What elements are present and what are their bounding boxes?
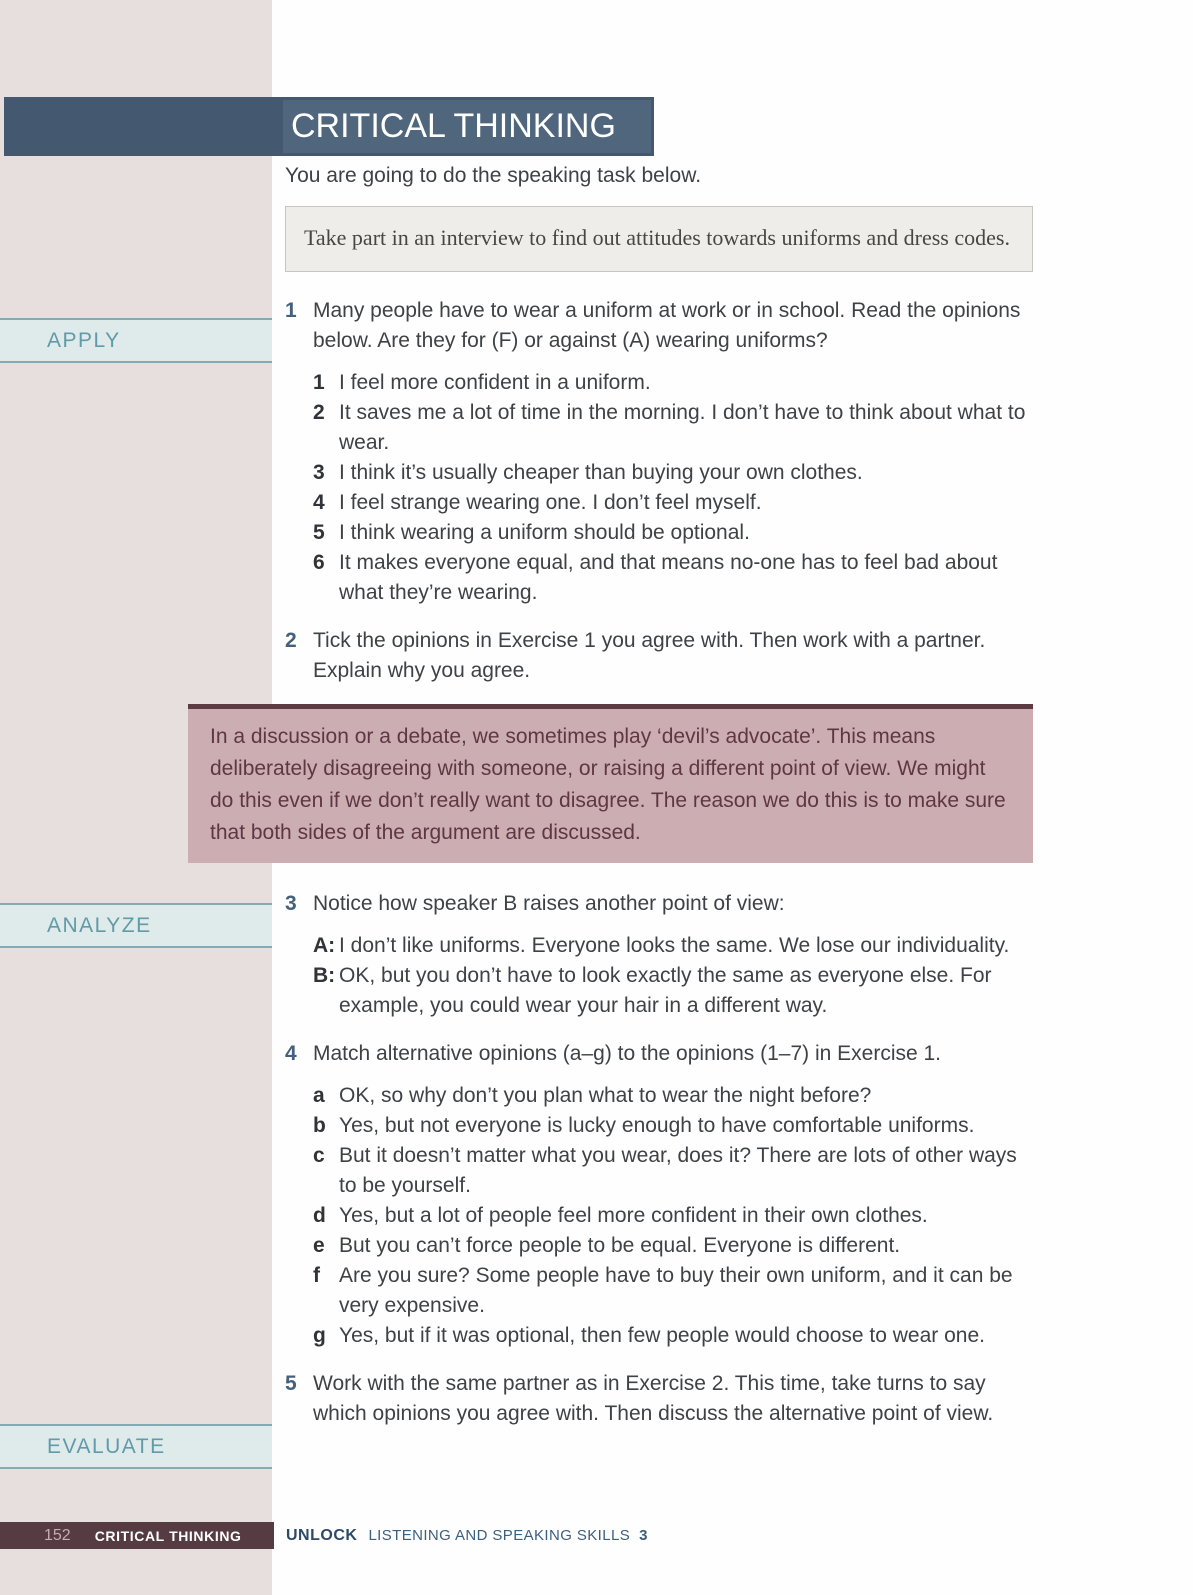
exercise-number: 1 bbox=[285, 299, 297, 322]
speaking-task-box bbox=[285, 206, 1033, 272]
item-text: I think it’s usually cheaper than buying your own clothes. bbox=[339, 461, 863, 484]
item-number: 4 bbox=[313, 491, 325, 514]
exercise-1 bbox=[285, 296, 1035, 608]
item-text: It makes everyone equal, and that means no-one has to feel bad about what they’re wearing. bbox=[339, 551, 998, 604]
list-item bbox=[313, 548, 1035, 608]
devils-advocate-tip-box bbox=[188, 704, 1033, 863]
list-item bbox=[313, 1231, 1035, 1261]
item-text: OK, so why don’t you plan what to wear the night before? bbox=[339, 1084, 872, 1107]
intro-text: You are going to do the speaking task below. bbox=[285, 164, 702, 187]
series-title: LISTENING AND SPEAKING SKILLS bbox=[368, 1527, 631, 1544]
stage-label-evaluate bbox=[0, 1424, 272, 1469]
exercise-body bbox=[313, 889, 1035, 1021]
item-letter: a bbox=[313, 1084, 325, 1107]
footer-branding bbox=[286, 1522, 647, 1549]
exercise-number: 3 bbox=[285, 892, 297, 915]
item-letter: b bbox=[313, 1114, 326, 1137]
item-letter: f bbox=[313, 1264, 320, 1287]
exercise-5 bbox=[285, 1369, 1035, 1429]
item-text: I think wearing a uniform should be optional. bbox=[339, 521, 750, 544]
item-letter: c bbox=[313, 1144, 325, 1167]
speaker-label: A: bbox=[313, 934, 336, 957]
exercise-body bbox=[313, 296, 1035, 608]
speaker-label: B: bbox=[313, 964, 336, 987]
list-item bbox=[313, 368, 1035, 398]
main-content bbox=[210, 163, 1035, 1447]
list-item bbox=[313, 458, 1035, 488]
section-title-box bbox=[283, 100, 651, 153]
exercise-4 bbox=[285, 1039, 1035, 1351]
page-title: CRITICAL THINKING bbox=[291, 107, 616, 145]
footer-section-bar bbox=[0, 1522, 274, 1549]
stage-label-apply bbox=[0, 318, 272, 363]
stage-label-analyze bbox=[0, 903, 272, 948]
list-item bbox=[313, 1111, 1035, 1141]
speaking-task-text: Take part in an interview to find out attitudes towards uniforms and dress codes. bbox=[304, 225, 1010, 250]
item-number: 1 bbox=[313, 371, 325, 394]
item-text: Yes, but not everyone is lucky enough to have comfortable uniforms. bbox=[339, 1114, 975, 1137]
item-letter: e bbox=[313, 1234, 325, 1257]
item-text: Yes, but if it was optional, then few people would choose to wear one. bbox=[339, 1324, 985, 1347]
dialogue-line bbox=[313, 961, 1035, 1021]
item-text: It saves me a lot of time in the morning. I don’t have to think about what to wear. bbox=[339, 401, 1026, 454]
item-text: But it doesn’t matter what you wear, does it? There are lots of other ways to be yourself. bbox=[339, 1144, 1017, 1197]
list-item bbox=[313, 488, 1035, 518]
item-number: 5 bbox=[313, 521, 325, 544]
unlock-logo: UNLOCK bbox=[286, 1526, 358, 1544]
exercise-body bbox=[313, 1039, 1035, 1351]
item-number: 3 bbox=[313, 461, 325, 484]
dialogue-text: I don’t like uniforms. Everyone looks the same. We lose our individuality. bbox=[339, 934, 1010, 957]
stage-label-analyze-text: ANALYZE bbox=[47, 913, 152, 937]
exercise-instruction: Tick the opinions in Exercise 1 you agree with. Then work with a partner. Explain why you agree. bbox=[313, 629, 986, 682]
page-number: 152 bbox=[44, 1526, 71, 1544]
item-text: I feel more confident in a uniform. bbox=[339, 371, 651, 394]
exercise-number: 5 bbox=[285, 1372, 297, 1395]
list-item bbox=[313, 1261, 1035, 1321]
dialogue-line bbox=[313, 931, 1035, 961]
item-text: I feel strange wearing one. I don’t feel myself. bbox=[339, 491, 762, 514]
item-text: But you can’t force people to be equal. Everyone is different. bbox=[339, 1234, 901, 1257]
exercise-instruction: Match alternative opinions (a–g) to the opinions (1–7) in Exercise 1. bbox=[313, 1042, 942, 1065]
item-letter: g bbox=[313, 1324, 326, 1347]
exercise-instruction: Notice how speaker B raises another point of view: bbox=[313, 892, 785, 915]
list-item bbox=[313, 1201, 1035, 1231]
exercise-2 bbox=[285, 626, 1035, 686]
dialogue-text: OK, but you don’t have to look exactly the same as everyone else. For example, you could wear your hair in a different way. bbox=[339, 964, 992, 1017]
exercise-number: 2 bbox=[285, 629, 297, 652]
item-number: 6 bbox=[313, 551, 325, 574]
stage-label-apply-text: APPLY bbox=[47, 328, 121, 352]
exercise-body bbox=[313, 626, 1035, 686]
section-banner bbox=[4, 97, 654, 156]
footer-section-title: CRITICAL THINKING bbox=[94, 1527, 242, 1544]
list-item bbox=[313, 1321, 1035, 1351]
list-item bbox=[313, 1081, 1035, 1111]
tip-text: In a discussion or a debate, we sometimes play ‘devil’s advocate’. This means deliberately disagreeing with someone, or raising a different point of view. We might do this even if we don’t really want to disagree. The reason we do this is to make sure that both sides of the argument are discussed. bbox=[210, 725, 1006, 844]
list-item bbox=[313, 1141, 1035, 1201]
item-number: 2 bbox=[313, 401, 325, 424]
exercise-number: 4 bbox=[285, 1042, 297, 1065]
exercise-3 bbox=[285, 889, 1035, 1021]
exercise-instruction: Many people have to wear a uniform at work or in school. Read the opinions below. Are they for (F) or against (A) wearing uniforms? bbox=[313, 299, 1021, 352]
exercise-instruction: Work with the same partner as in Exercise 2. This time, take turns to say which opinions you agree with. Then discuss the alternative point of view. bbox=[313, 1372, 994, 1425]
list-item bbox=[313, 518, 1035, 548]
item-text: Are you sure? Some people have to buy their own uniform, and it can be very expensive. bbox=[339, 1264, 1013, 1317]
item-letter: d bbox=[313, 1204, 326, 1227]
item-text: Yes, but a lot of people feel more confident in their own clothes. bbox=[339, 1204, 928, 1227]
exercise-body bbox=[313, 1369, 1035, 1429]
stage-label-evaluate-text: EVALUATE bbox=[47, 1434, 166, 1458]
series-level: 3 bbox=[639, 1527, 648, 1544]
list-item bbox=[313, 398, 1035, 458]
